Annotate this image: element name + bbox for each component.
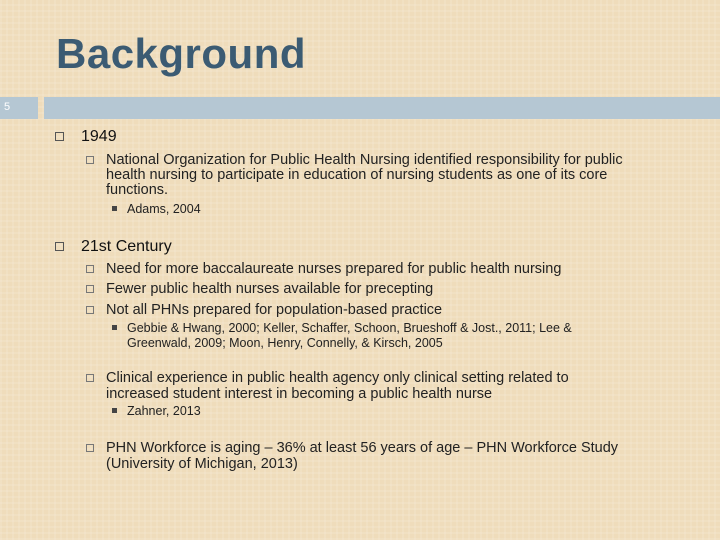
- slide-number: 5: [4, 101, 11, 113]
- section-heading-1949: 1949: [81, 128, 117, 145]
- bullet-text: Need for more baccalaureate nurses prepared for public health nursing: [106, 261, 562, 277]
- bullet-filled-square-icon: [112, 408, 117, 413]
- bullet-square-icon: [86, 306, 94, 314]
- bullet-text: Clinical experience in public health agency only clinical setting related to: [106, 370, 569, 386]
- bullet-square-icon: [86, 374, 94, 382]
- bullet-text: increased student interest in becoming a public health nurse: [106, 386, 493, 402]
- citation-text: Greenwald, 2009; Moon, Henry, Connelly, & Kirsch, 2005: [127, 336, 443, 350]
- bullet-filled-square-icon: [112, 325, 117, 330]
- bullet-text: Not all PHNs prepared for population-based practice: [106, 302, 443, 318]
- bullet-text: Fewer public health nurses available for precepting: [106, 281, 434, 297]
- bullet-text: (University of Michigan, 2013): [106, 456, 298, 472]
- bullet-filled-square-icon: [112, 206, 117, 211]
- bullet-text: National Organization for Public Health Nursing identified responsibility for public: [106, 152, 623, 168]
- slide-title: Background: [56, 30, 307, 77]
- bullet-text: health nursing to participate in education of nursing students as one of its core: [106, 167, 608, 183]
- bullet-text: PHN Workforce is aging – 36% at least 56 years of age – PHN Workforce Study: [106, 440, 619, 456]
- citation-text: Gebbie & Hwang, 2000; Keller, Schaffer, Schoon, Brueshoff & Jost., 2011; Lee &: [127, 321, 572, 335]
- bullet-square-icon: [55, 242, 64, 251]
- bullet-square-icon: [86, 285, 94, 293]
- citation-text: Zahner, 2013: [127, 404, 201, 418]
- section-heading-21st-century: 21st Century: [81, 238, 172, 255]
- bullet-square-icon: [86, 444, 94, 452]
- bullet-text: functions.: [106, 182, 169, 198]
- bullet-square-icon: [55, 132, 64, 141]
- bullet-square-icon: [86, 156, 94, 164]
- citation-text: Adams, 2004: [127, 202, 201, 216]
- bullet-square-icon: [86, 265, 94, 273]
